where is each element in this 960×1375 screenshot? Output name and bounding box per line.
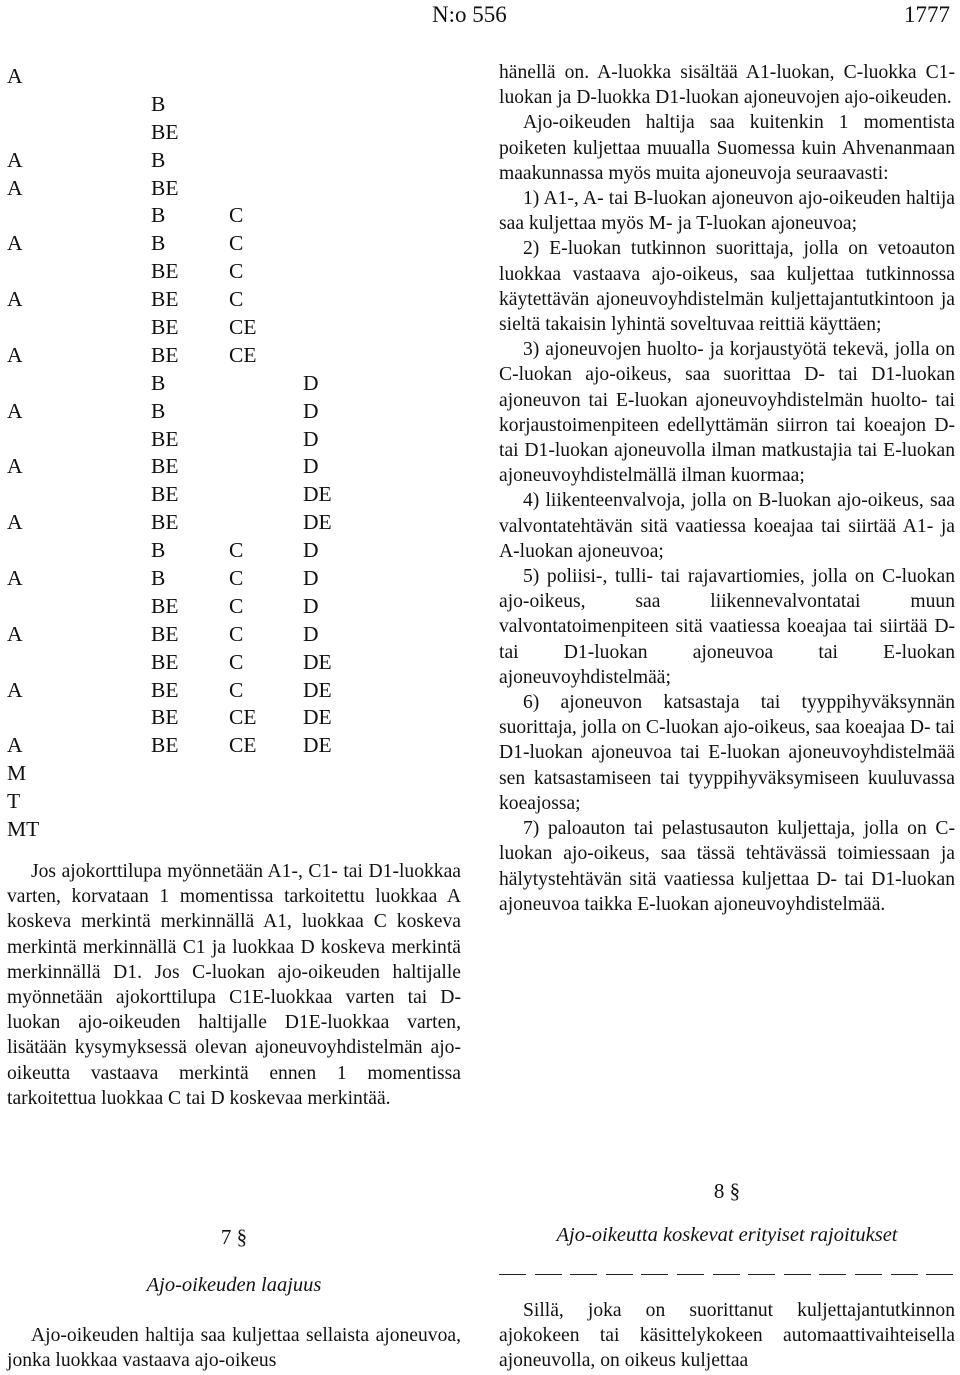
dash-mark [570, 1274, 597, 1275]
table-cell: D [303, 426, 319, 451]
table-row [7, 398, 467, 426]
right-paragraph: hänellä on. A-luokka sisältää A1-luokan, C-luokka C1-luokan ja D-luokka D1-luokan ajoneuvojen ajo-oikeuden. [499, 62, 955, 109]
table-cell: C [229, 593, 244, 618]
table-row [7, 370, 467, 398]
table-cell: B [151, 566, 166, 591]
table-cell: CE [229, 342, 257, 367]
table-cell: C [229, 649, 244, 674]
table-cell: D [303, 454, 319, 479]
dash-mark [677, 1274, 704, 1275]
dash-mark [891, 1274, 918, 1275]
table-cell: B [151, 370, 166, 395]
table-cell: DE [303, 677, 332, 702]
table-cell: CE [229, 705, 257, 730]
table-cell: B [151, 231, 166, 256]
right-paragraph: 4) liikenteenvalvoja, jolla on B-luokan ajo-oikeus, saa valvontatehtävän sitä vaatiessa koeajaa tai siirtää A1- ja A-luokan ajoneuvoa; [499, 490, 955, 562]
table-row [7, 788, 467, 816]
table-row [7, 649, 467, 677]
table-cell: B [151, 398, 166, 423]
section-8-paragraph: Sillä, joka on suorittanut kuljettajantutkinnon ajokokeen tai käsittelykokeen automaattivaihteisella ajoneuvolla, on oikeus kuljettaa [499, 1300, 955, 1372]
section-8-body [499, 1298, 955, 1374]
table-cell: DE [303, 482, 332, 507]
section-7-paragraph: Ajo-oikeuden haltija saa kuljettaa sellaista ajoneuvoa, jonka luokkaa vastaava ajo-oikeus [7, 1325, 461, 1372]
table-cell: BE [151, 482, 179, 507]
table-row [7, 147, 467, 175]
table-row [7, 91, 467, 119]
table-cell: B [151, 538, 166, 563]
table-row [7, 258, 467, 286]
right-column-text [499, 60, 955, 917]
table-cell: CE [229, 733, 257, 758]
table-cell: BE [151, 315, 179, 340]
left-paragraph-block [7, 859, 461, 1111]
right-paragraph: Ajo-oikeuden haltija saa kuitenkin 1 momentista poiketen kuljettaa muualla Suomessa kuin Ahvenanmaan maakunnassa myös muita ajoneuvoja seuraavasti: [499, 112, 955, 184]
table-cell: C [229, 259, 244, 284]
table-cell: BE [151, 510, 179, 535]
table-cell: DE [303, 510, 332, 535]
table-cell: A [7, 175, 23, 200]
table-cell: DE [303, 733, 332, 758]
table-cell: T [7, 789, 21, 814]
section-8-number: 8 § [713, 1179, 741, 1203]
dash-mark [926, 1274, 953, 1275]
table-cell: BE [151, 287, 179, 312]
dash-mark [606, 1274, 633, 1275]
table-row [7, 481, 467, 509]
table-cell: B [151, 203, 166, 228]
page-number: 1777 [904, 2, 950, 27]
section-7-body [7, 1323, 461, 1373]
table-cell: C [229, 621, 244, 646]
right-paragraph: 2) E-luokan tutkinnon suorittaja, jolla on vetoauton luokkaa vastaava ajo-oikeus, saa kuljettaa tutkinnossa käytettävän ajoneuvoyhdistelmän kuljettajantutkintoon ja sieltä takaisin lyhintä soveltuvaa reittiä käyttäen; [499, 238, 955, 336]
section-7-number: 7 § [220, 1225, 248, 1249]
table-cell: A [7, 510, 23, 535]
table-cell: B [151, 91, 166, 116]
table-cell: D [303, 566, 319, 591]
table-cell: A [7, 64, 23, 88]
table-cell: DE [303, 649, 332, 674]
section-7-title: Ajo-oikeuden laajuus [146, 1274, 322, 1296]
table-row [7, 565, 467, 593]
table-cell: DE [303, 705, 332, 730]
table-cell: M [7, 761, 27, 786]
table-row [7, 509, 467, 537]
table-cell: BE [151, 677, 179, 702]
table-cell: BE [151, 426, 179, 451]
table-row [7, 202, 467, 230]
dash-mark [641, 1274, 668, 1275]
table-cell: BE [151, 342, 179, 367]
table-row [7, 621, 467, 649]
table-row [7, 816, 467, 844]
table-cell: MT [7, 817, 40, 842]
statute-number: N:o 556 [432, 2, 507, 27]
table-cell: BE [151, 593, 179, 618]
table-row [7, 593, 467, 621]
table-cell: A [7, 342, 23, 367]
dash-mark [499, 1274, 526, 1275]
table-cell: A [7, 231, 23, 256]
table-row [7, 175, 467, 203]
table-cell: A [7, 677, 23, 702]
table-row [7, 453, 467, 481]
table-row [7, 677, 467, 705]
table-cell: A [7, 621, 23, 646]
dash-mark [819, 1274, 846, 1275]
omission-dash-line [499, 1268, 955, 1282]
class-marking-paragraph: Jos ajokorttilupa myönnetään A1-, C1- tai D1-luokkaa varten, korvataan 1 momentissa tarkoitettu luokkaa A koskeva merkintä merkinnällä A1, luokkaa C koskeva merkintä merkinnällä C1 ja luokkaa D koskeva merkintä merkinnällä D1. Jos C-luokan ajo-oikeuden haltijalle myönnetään ajokorttilupa C1E-luokkaa varten tai D-luokan ajo-oikeuden haltijalle D1E-luokkaa varten, lisätään kysymyksessä olevan ajoneuvoyhdistelmän ajo-oikeutta vastaava merkintä ennen 1 momentissa tarkoitettua luokkaa C tai D koskevaa merkintää. [7, 861, 461, 1109]
table-cell: A [7, 398, 23, 423]
page-header [0, 2, 960, 32]
table-cell: A [7, 733, 23, 758]
table-cell: BE [151, 119, 179, 144]
dash-mark [713, 1274, 740, 1275]
table-row [7, 119, 467, 147]
table-cell: BE [151, 649, 179, 674]
table-cell: A [7, 566, 23, 591]
table-cell: BE [151, 454, 179, 479]
table-row [7, 732, 467, 760]
table-cell: C [229, 231, 244, 256]
table-cell: D [303, 370, 319, 395]
table-cell: C [229, 538, 244, 563]
right-paragraph: 5) poliisi-, tulli- tai rajavartiomies, jolla on C-luokan ajo-oikeus, saa liikennevalvontatai muun valvontatoimenpiteen sitä vaatiessa koeajaa tai siirtää D- tai D1-luokan ajoneuvoa tai E-luokan ajoneuvoyhdistelmää; [499, 566, 955, 688]
table-row [7, 286, 467, 314]
license-class-table [7, 63, 467, 844]
table-cell: CE [229, 315, 257, 340]
table-cell: BE [151, 175, 179, 200]
right-paragraph: 6) ajoneuvon katsastaja tai tyyppihyväksynnän suorittaja, jolla on C-luokan ajo-oikeus, saa koeajaa D- tai D1-luokan ajoneuvoa tai E-luokan ajoneuvoyhdistelmää sen katsastamiseen tai tyyppihyväksymiseen kuuluvassa koeajossa; [499, 692, 955, 814]
dash-mark [855, 1274, 882, 1275]
right-paragraph: 7) paloauton tai pelastusauton kuljettaja, jolla on C-luokan ajo-oikeus, saa tässä tehtävässä toimiessaan ja hälytystehtävän sitä vaatiessa kuljettaa D- tai D1-luokan ajoneuvoa taikka E-luokan ajoneuvoyhdistelmää. [499, 818, 955, 915]
table-row [7, 426, 467, 454]
section-8-title: Ajo-oikeutta koskevat erityiset rajoitukset [556, 1224, 898, 1246]
dash-mark [535, 1274, 562, 1275]
table-cell: C [229, 203, 244, 228]
table-row [7, 537, 467, 565]
table-cell: D [303, 593, 319, 618]
table-row [7, 314, 467, 342]
right-paragraph: 1) A1-, A- tai B-luokan ajoneuvon ajo-oikeuden haltija saa kuljettaa myös M- ja T-luokan ajoneuvoa; [499, 188, 955, 235]
table-cell: A [7, 454, 23, 479]
table-row [7, 704, 467, 732]
table-cell: BE [151, 705, 179, 730]
table-row [7, 760, 467, 788]
right-paragraph: 3) ajoneuvojen huolto- ja korjaustyötä tekevä, jolla on C-luokan ajo-oikeus, saa suorittaa D- tai D1-luokan ajoneuvon tai E-luokan ajoneuvoyhdistelmän huolto- tai korjaustoimenpiteen edellyttämän siirron tai koeajon D- tai D1-luokan ajoneuvolla ilman matkustajia tai E-luokan ajoneuvoyhdistelmällä ilman kuormaa; [499, 339, 955, 487]
table-cell: A [7, 147, 23, 172]
dash-mark [748, 1274, 775, 1275]
dash-mark [784, 1274, 811, 1275]
table-cell: BE [151, 733, 179, 758]
table-cell: B [151, 147, 166, 172]
table-row [7, 342, 467, 370]
table-cell: C [229, 287, 244, 312]
table-cell: BE [151, 259, 179, 284]
table-cell: D [303, 398, 319, 423]
table-row [7, 230, 467, 258]
table-cell: BE [151, 621, 179, 646]
table-row [7, 63, 467, 91]
table-cell: D [303, 538, 319, 563]
table-cell: D [303, 621, 319, 646]
table-cell: C [229, 566, 244, 591]
table-cell: A [7, 287, 23, 312]
table-cell: C [229, 677, 244, 702]
